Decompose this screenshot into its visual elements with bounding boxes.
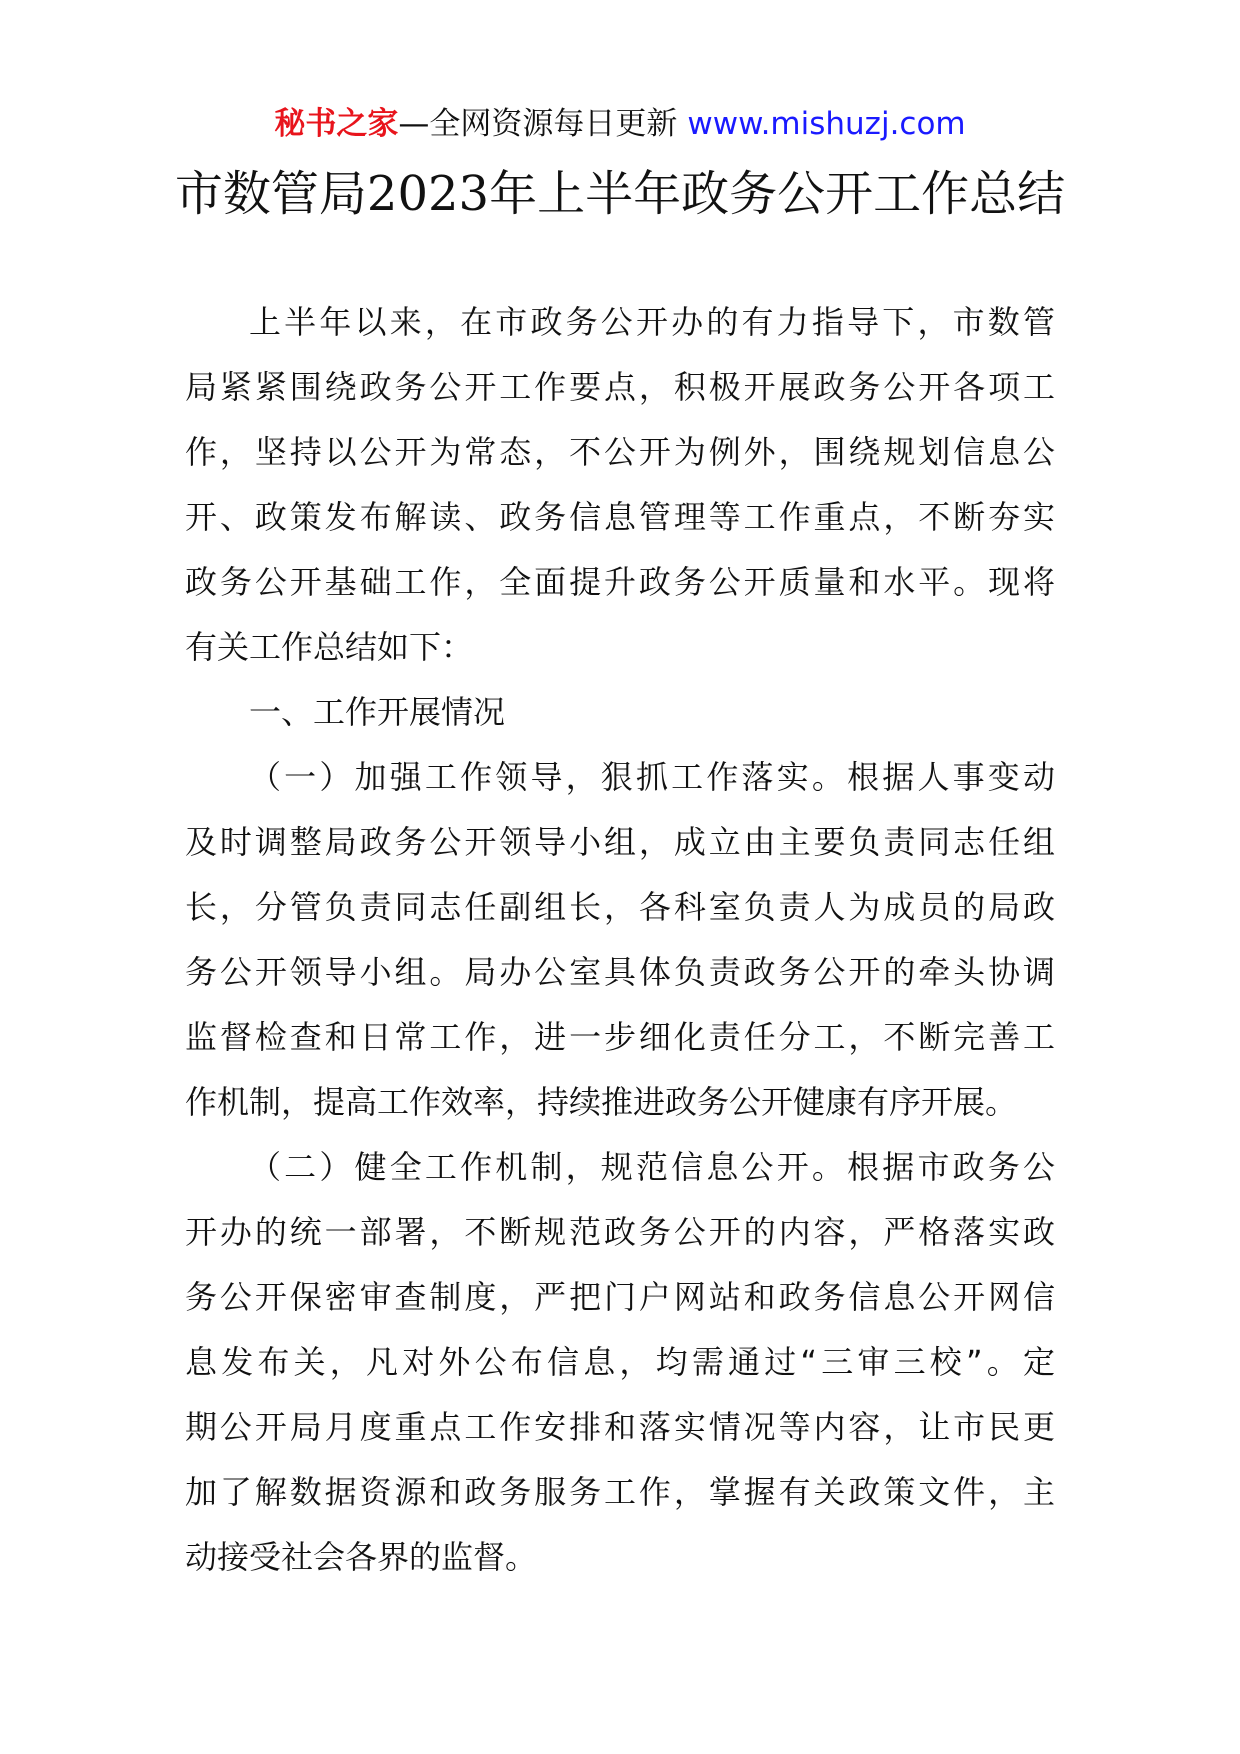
text-line: 及时调整局政务公开领导小组，成立由主要负责同志任组 [185, 823, 1055, 861]
text-line: 期公开局月度重点工作安排和落实情况等内容，让市民更 [185, 1408, 1055, 1446]
paragraph-intro [185, 290, 1055, 680]
text-line: 长，分管负责同志任副组长，各科室负责人为成员的局政 [185, 888, 1055, 926]
site-header [0, 100, 1240, 148]
heading-text: 一、工作开展情况 [249, 693, 506, 731]
text-line: 政务公开基础工作，全面提升政务公开质量和水平。现将 [185, 563, 1055, 601]
text-line: 监督检查和日常工作，进一步细化责任分工，不断完善工 [185, 1018, 1055, 1056]
site-tagline: —全网资源每日更新 [398, 106, 678, 142]
text-line: 作，坚持以公开为常态，不公开为例外，围绕规划信息公 [185, 433, 1055, 471]
site-url-link[interactable]: www.mishuzj.com [687, 106, 966, 142]
text-line: 作机制，提高工作效率，持续推进政务公开健康有序开展。 [185, 1083, 1018, 1121]
text-line: 加了解数据资源和政务服务工作，掌握有关政策文件，主 [185, 1473, 1055, 1511]
site-brand: 秘书之家 [274, 106, 399, 142]
text-line: （一）加强工作领导，狠抓工作落实。根据人事变动 [249, 758, 1055, 796]
text-line: 务公开保密审查制度，严把门户网站和政务信息公开网信 [185, 1278, 1055, 1316]
text-line: 息发布关，凡对外公布信息，均需通过“三审三校”。定 [185, 1343, 1055, 1381]
document-body [185, 290, 1055, 1590]
text-line: 开办的统一部署，不断规范政务公开的内容，严格落实政 [185, 1213, 1055, 1251]
text-line: 有关工作总结如下： [185, 628, 474, 666]
text-line: （二）健全工作机制，规范信息公开。根据市政务公 [249, 1148, 1055, 1186]
text-line: 上半年以来，在市政务公开办的有力指导下，市数管 [249, 303, 1055, 341]
text-line: 局紧紧围绕政务公开工作要点，积极开展政务公开各项工 [185, 368, 1055, 406]
paragraph-subsection-1 [185, 745, 1055, 1135]
section-heading [185, 680, 1055, 745]
text-line: 务公开领导小组。局办公室具体负责政务公开的牵头协调 [185, 953, 1055, 991]
text-line: 开、政策发布解读、政务信息管理等工作重点，不断夯实 [185, 498, 1055, 536]
paragraph-subsection-2 [185, 1135, 1055, 1590]
text-line: 动接受社会各界的监督。 [185, 1538, 538, 1576]
document-title: 市数管局2023年上半年政务公开工作总结 [174, 166, 1066, 222]
